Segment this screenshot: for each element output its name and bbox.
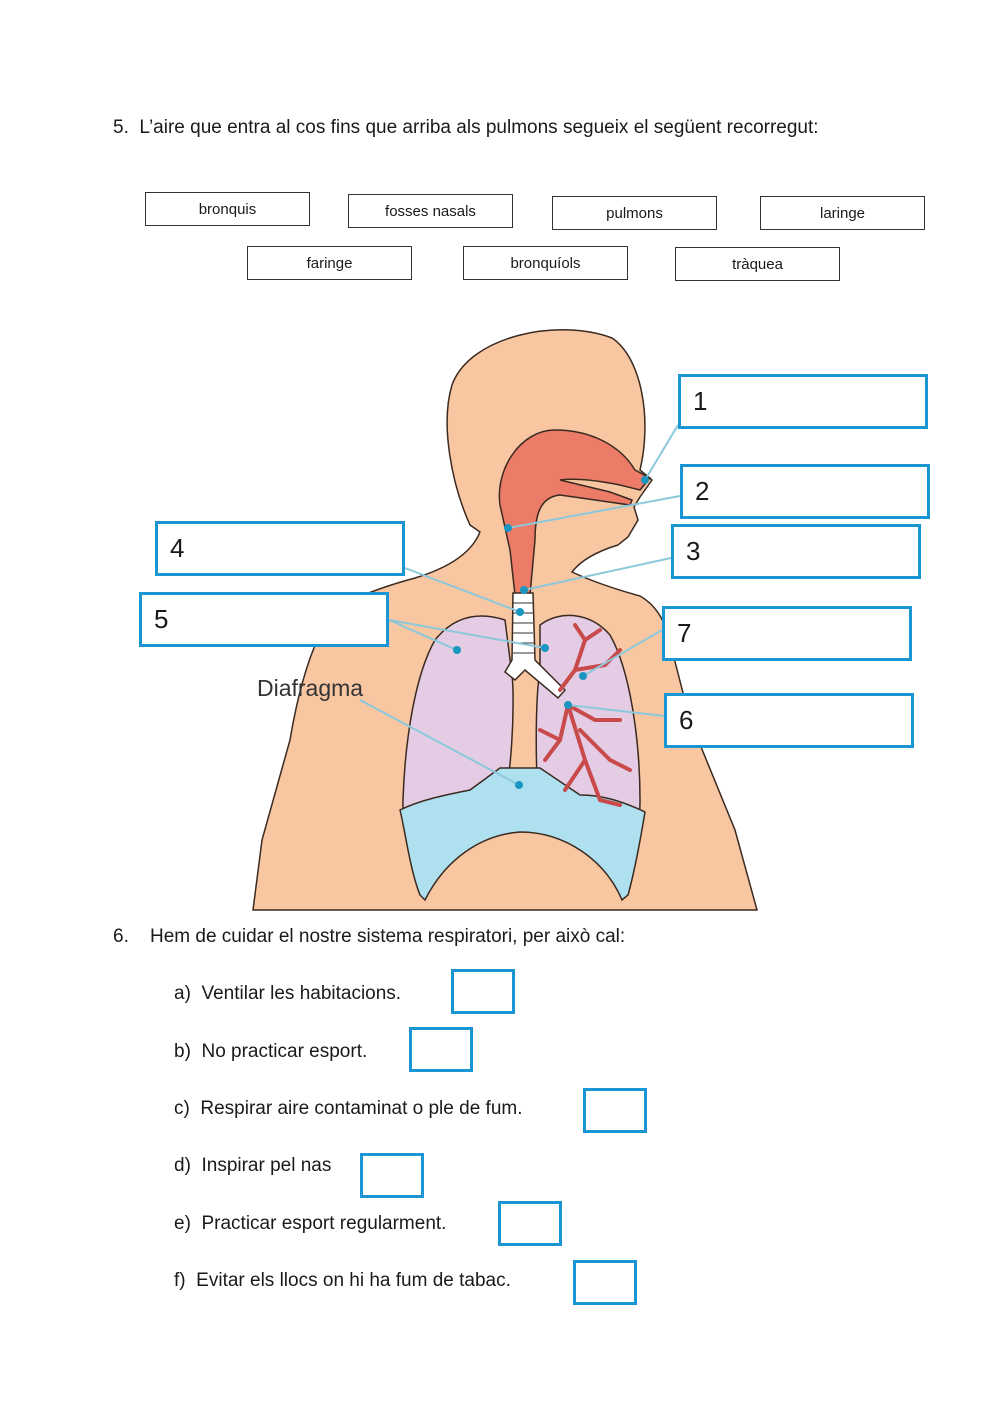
question-text: Hem de cuidar el nostre sistema respiratori, per això cal: (149, 926, 626, 947)
label-number: 6 (679, 705, 694, 735)
label-number: 5 (154, 604, 169, 634)
item-b: b) No practicar esport. (174, 1041, 368, 1062)
question-number: 6. (113, 926, 129, 947)
label-box-1[interactable] (678, 374, 928, 429)
answer-box-e[interactable] (498, 1201, 562, 1246)
answer-box-d[interactable] (360, 1153, 424, 1198)
word-fosses-nasals[interactable]: fosses nasals (348, 194, 513, 228)
label-box-6[interactable] (664, 693, 914, 748)
item-a: a) Ventilar les habitacions. (174, 983, 402, 1004)
label-number: 7 (677, 618, 692, 648)
label-box-3[interactable] (671, 524, 921, 579)
label-number: 4 (170, 533, 185, 563)
item-c: c) Respirar aire contaminat o ple de fum. (174, 1098, 523, 1119)
item-d: d) Inspirar pel nas (174, 1155, 332, 1176)
label-box-4[interactable] (155, 521, 405, 576)
word-traquea[interactable]: tràquea (675, 247, 840, 281)
word-pulmons[interactable]: pulmons (552, 196, 717, 230)
item-f: f) Evitar els llocs on hi ha fum de tabac. (174, 1270, 511, 1291)
answer-box-c[interactable] (583, 1088, 647, 1133)
question-text: L’aire que entra al cos fins que arriba als pulmons segueix el següent recorregut: (139, 117, 819, 138)
word-bronquiols[interactable]: bronquíols (463, 246, 628, 280)
word-laringe[interactable]: laringe (760, 196, 925, 230)
answer-box-f[interactable] (573, 1260, 637, 1305)
word-bronquis[interactable]: bronquis (145, 192, 310, 226)
question-number: 5. (113, 117, 129, 138)
word-faringe[interactable]: faringe (247, 246, 412, 280)
answer-box-b[interactable] (409, 1027, 473, 1072)
label-number: 3 (686, 536, 701, 566)
label-number: 2 (695, 476, 710, 506)
item-e: e) Practicar esport regularment. (174, 1213, 447, 1234)
label-number: 1 (693, 386, 708, 416)
label-box-5[interactable] (139, 592, 389, 647)
diafragma-label: Diafragma (257, 675, 364, 701)
answer-box-a[interactable] (451, 969, 515, 1014)
label-box-2[interactable] (680, 464, 930, 519)
question-6 (113, 926, 625, 948)
label-box-7[interactable] (662, 606, 912, 661)
